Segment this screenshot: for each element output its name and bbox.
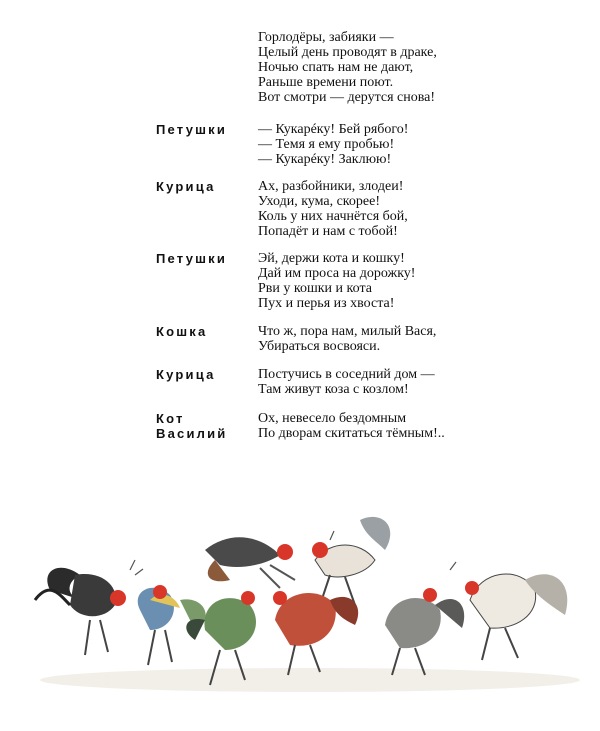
verse-line: Ох, невесело бездомным — [258, 411, 407, 426]
verse-line: Попадёт и нам с тобой! — [258, 224, 398, 239]
stanza-verse — [258, 324, 436, 354]
verse-line: Ах, разбойники, злодеи! — [258, 179, 404, 194]
verse-line: Постучись в соседний дом — — [258, 367, 435, 382]
verse-line: Горлодёры, забияки — — [258, 30, 394, 45]
speaker-name: Курица — [156, 179, 216, 194]
ground-shadow — [40, 668, 580, 692]
speaker-name: Кошка — [156, 324, 208, 339]
verse-line: Вот смотри — дерутся снова! — [258, 90, 436, 105]
stanza-verse — [258, 367, 435, 397]
speaker-name: Кот Василий — [156, 411, 228, 441]
verse-line: Целый день проводят в драке, — [258, 45, 437, 60]
fighting-roosters-illustration — [30, 480, 590, 710]
speaker-name: Петушки — [156, 122, 228, 137]
stanza-verse — [258, 122, 408, 167]
rooster-white-right-icon — [465, 574, 567, 660]
stanza-verse — [258, 411, 445, 441]
rooster-dark-icon — [35, 568, 126, 655]
verse-line: Дай им проса на дорожку! — [258, 266, 416, 281]
verse-line: — Темя я ему пробью! — [258, 137, 395, 152]
verse-line: Раньше времени поют. — [258, 75, 394, 90]
verse-line: — Кукарéку! Бей рябого! — [258, 122, 409, 137]
verse-line: — Кукарéку! Заклюю! — [258, 152, 392, 167]
verse-line: Там живут коза с козлом! — [258, 382, 409, 397]
stanza-verse — [258, 251, 415, 311]
verse-line: Убираться восвояси. — [258, 339, 381, 354]
intro-verse — [258, 30, 578, 105]
verse-line: Пух и перья из хвоста! — [258, 296, 395, 311]
rooster-white-icon — [312, 517, 390, 605]
verse-line: Уходи, кума, скорее! — [258, 194, 380, 209]
speaker-name: Петушки — [156, 251, 228, 266]
speaker-name: Курица — [156, 367, 216, 382]
rooster-red-icon — [273, 591, 358, 675]
stanza-verse — [258, 179, 408, 239]
verse-line: Коль у них начнётся бой, — [258, 209, 408, 224]
verse-line: Эй, держи кота и кошку! — [258, 251, 405, 266]
feather-scribbles — [130, 531, 456, 575]
verse-line: Рви у кошки и кота — [258, 281, 372, 296]
rooster-flying-icon — [205, 537, 295, 588]
rooster-grey-icon — [385, 588, 464, 675]
verse-line: Что ж, пора нам, милый Вася, — [258, 324, 437, 339]
verse-line: Ночью спать нам не дают, — [258, 60, 414, 75]
verse-line: По дворам скитаться тёмным!.. — [258, 426, 445, 441]
